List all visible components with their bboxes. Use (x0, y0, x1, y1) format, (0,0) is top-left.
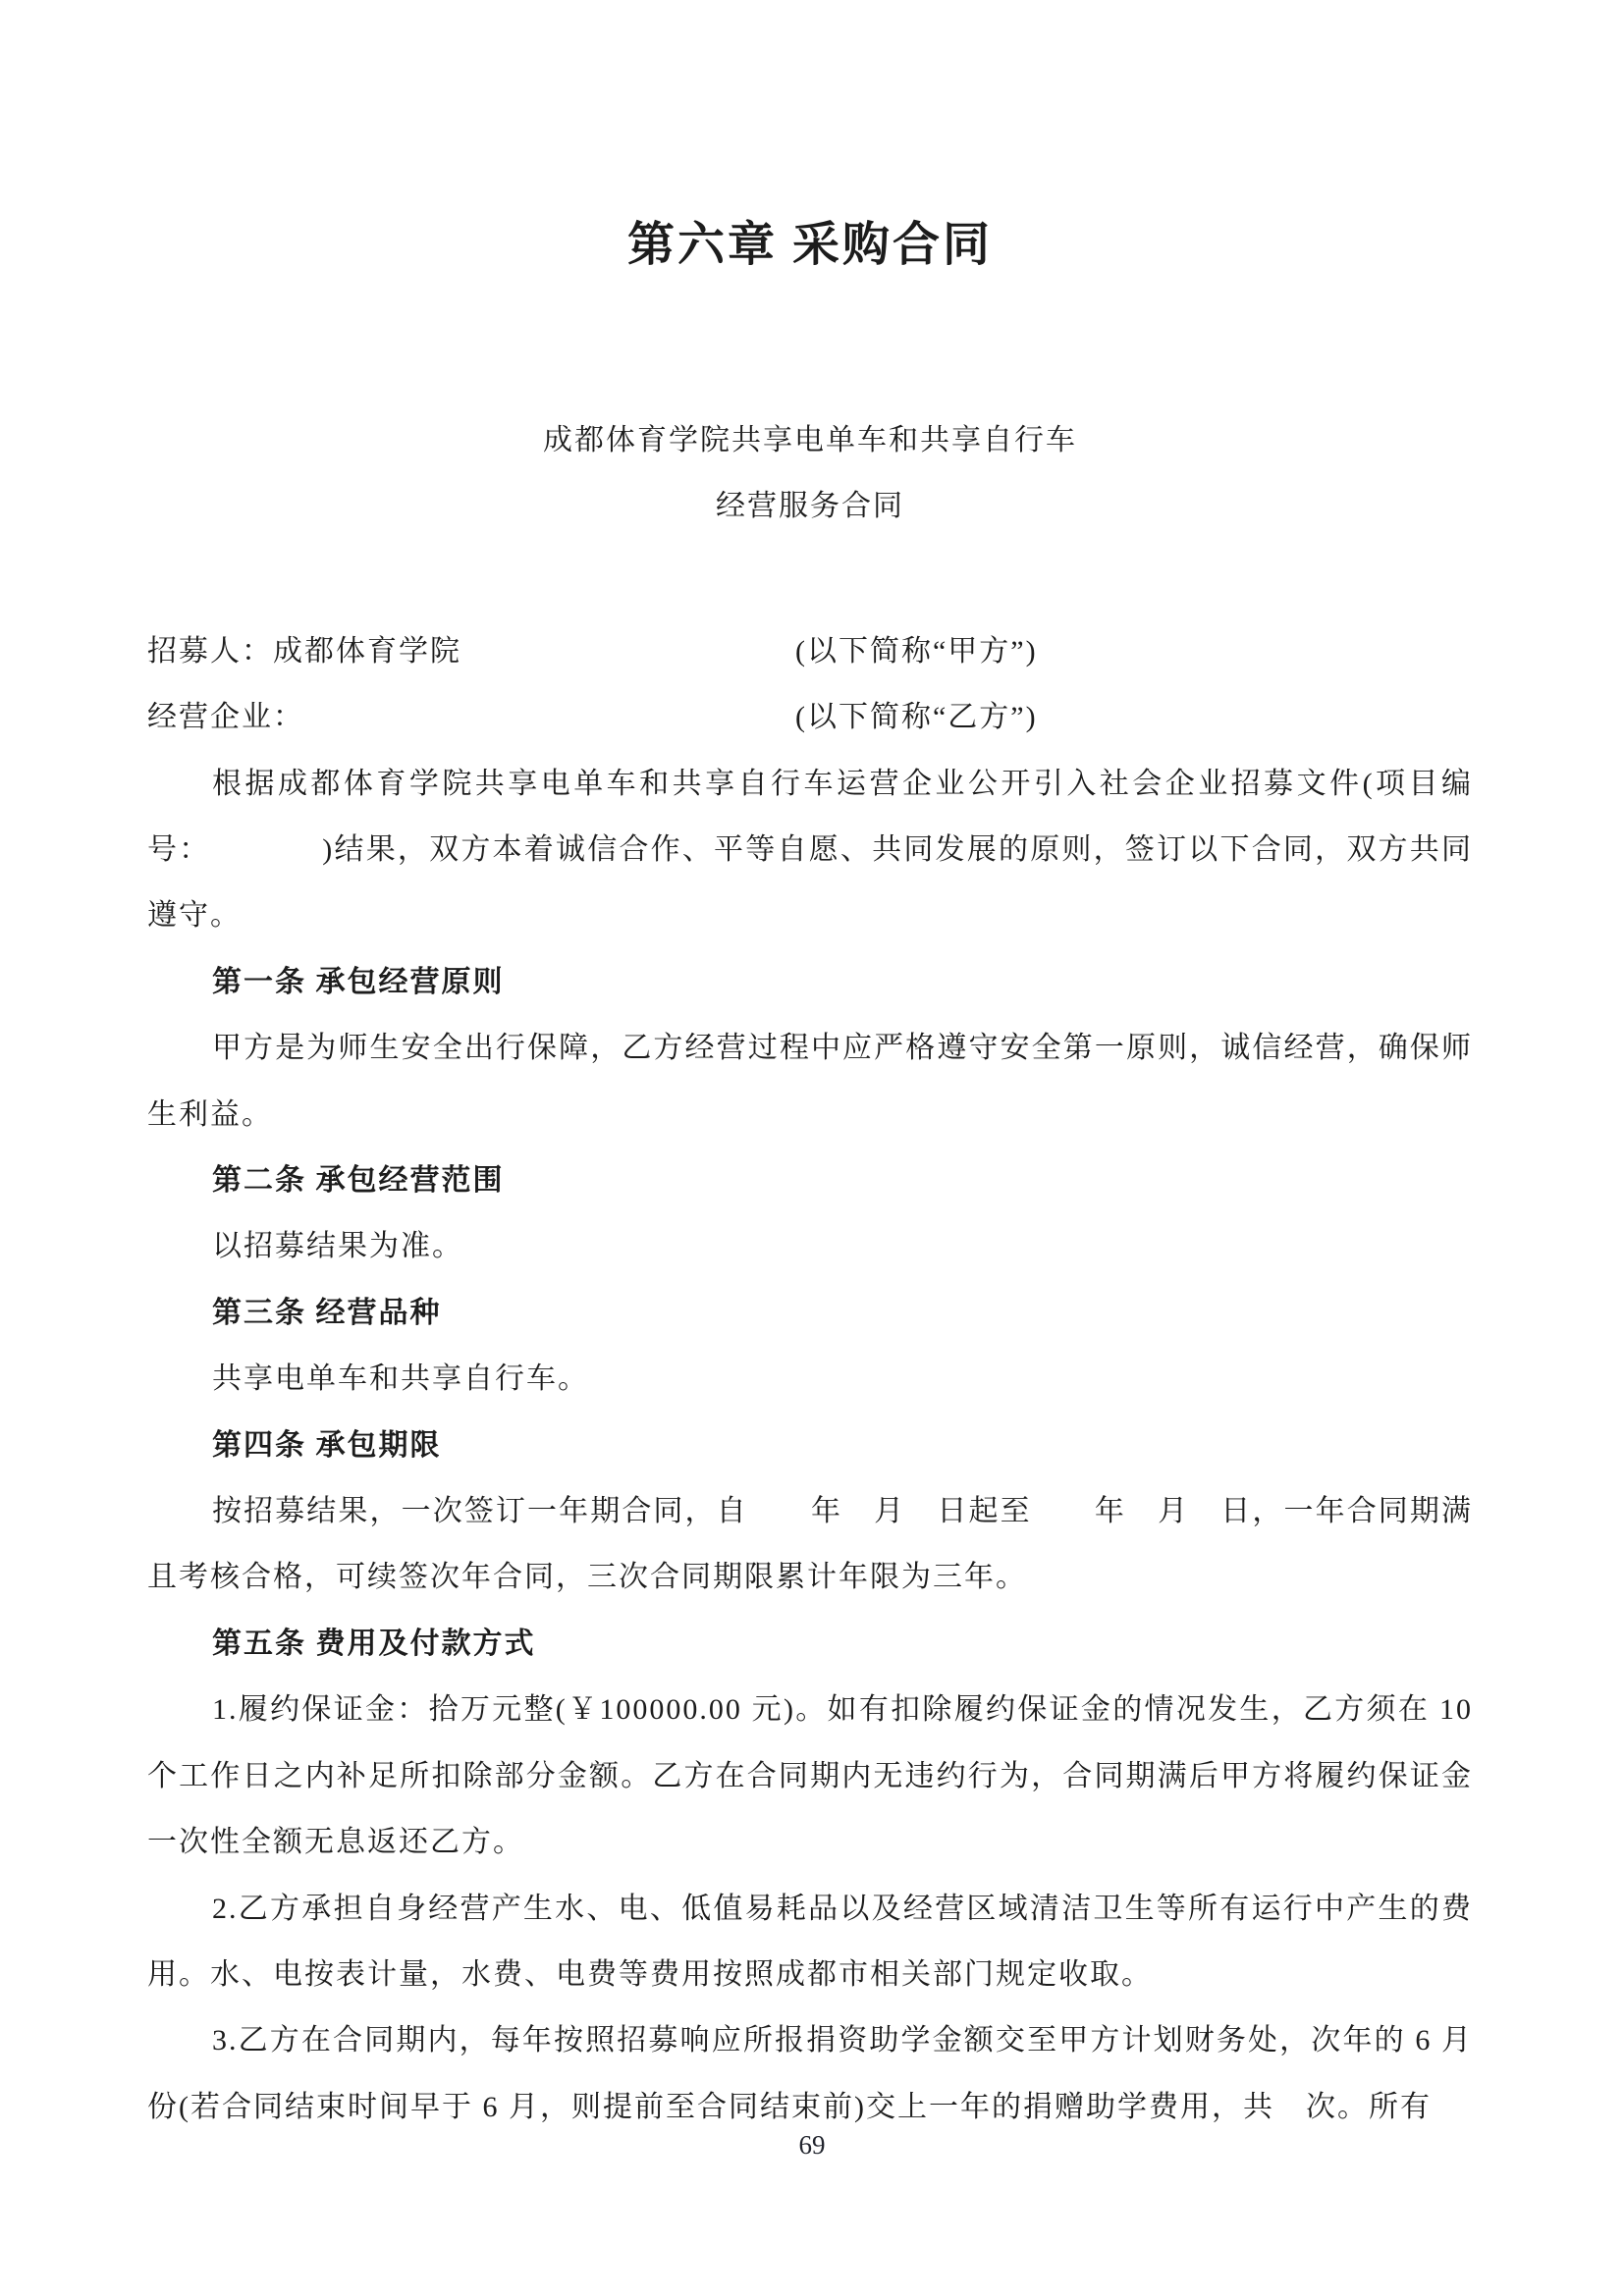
contract-title-line2: 经营服务合同 (716, 490, 904, 523)
clause-2-heading: 第二条 承包经营范围 (212, 1164, 505, 1198)
clause-1-heading: 第一条 承包经营原则 (212, 965, 505, 998)
content-area (147, 0, 1473, 2140)
clause-4-body: 按招募结果，一次签订一年期合同，自 年 月 日起至 年 月 日，一年合同期满且考核合格，可续签次年合同，三次合同期限累计年限为三年。 (147, 1495, 1473, 1594)
chapter-title: 第六章 采购合同 (626, 219, 993, 271)
clause-3-body: 共享电单车和共享自行车。 (212, 1362, 589, 1396)
clause-5-item-1: 1.履约保证金：拾万元整(￥100000.00 元)。如有扣除履约保证金的情况发生，乙方须在 10 个工作日之内补足所扣除部分金额。乙方在合同期内无违约行为，合同期满后甲方将履约保证金一次性全额无息返还乙方。 (147, 1693, 1473, 1859)
party-a-alias: (以下简称“甲方”) (795, 634, 1038, 667)
recruiter-label: 招募人：成都体育学院 (147, 634, 461, 667)
clause-5-item-2: 2.乙方承担自身经营产生水、电、低值易耗品以及经营区域清洁卫生等所有运行中产生的费用。水、电按表计量，水费、电费等费用按照成都市相关部门规定收取。 (147, 1892, 1473, 1991)
parties-block (147, 618, 1473, 751)
clause-3-heading: 第三条 经营品种 (212, 1296, 442, 1329)
contract-title-line1: 成都体育学院共享电单车和共享自行车 (543, 424, 1077, 456)
operator-label: 经营企业： (147, 701, 304, 734)
clause-5-heading: 第五条 费用及付款方式 (212, 1627, 536, 1660)
clause-2-body: 以招募结果为准。 (212, 1230, 463, 1263)
contract-body (147, 751, 1473, 2141)
page-number: 69 (798, 2130, 826, 2160)
contract-title (147, 407, 1473, 540)
clause-4-heading: 第四条 承包期限 (212, 1428, 442, 1462)
clause-1-body: 甲方是为师生安全出行保障，乙方经营过程中应严格遵守安全第一原则，诚信经营，确保师生利益。 (147, 1032, 1473, 1131)
party-b-alias: (以下简称“乙方”) (795, 701, 1038, 734)
clause-5-item-3: 3.乙方在合同期内，每年按照招募响应所报捐资助学金额交至甲方计划财务处，次年的 6 月份(若合同结束时间早于 6 月，则提前至合同结束前)交上一年的捐赠助学费用，共 次。所有 (147, 2024, 1473, 2123)
party-row-operator (147, 684, 1473, 750)
party-row-recruiter (147, 618, 1473, 684)
preamble-paragraph: 根据成都体育学院共享电单车和共享自行车运营企业公开引入社会企业招募文件(项目编号： )结果，双方本着诚信合作、平等自愿、共同发展的原则，签订以下合同，双方共同遵守。 (147, 767, 1473, 933)
